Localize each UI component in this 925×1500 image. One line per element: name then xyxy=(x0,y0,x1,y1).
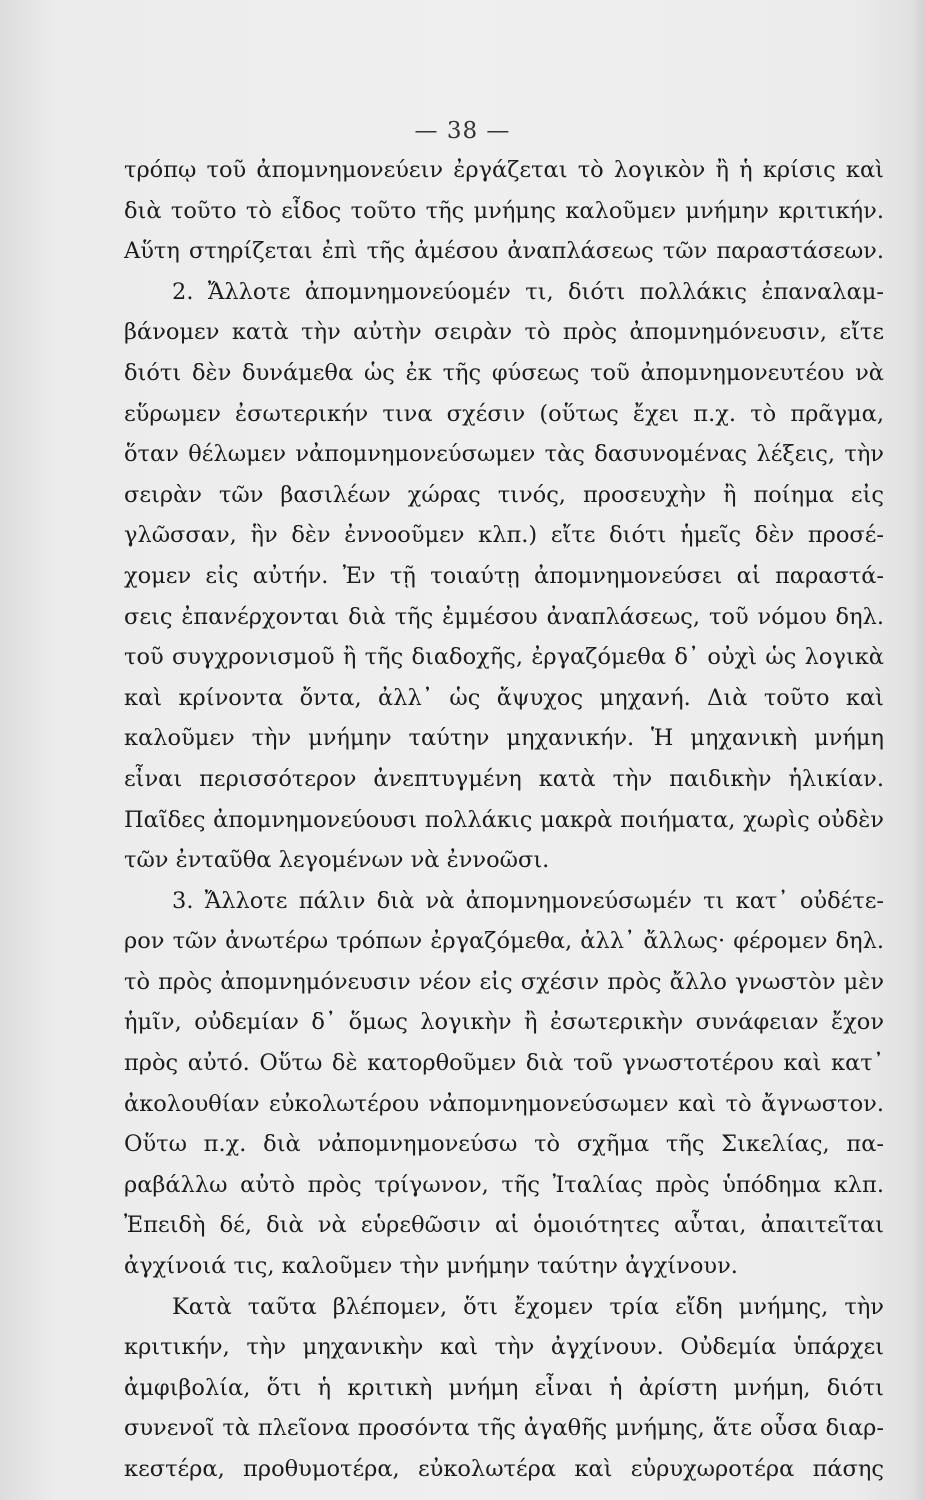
text-line: τρόπῳ τοῦ ἀπομνημονεύειν ἐργάζεται τὸ λογικὸν ἢ ἡ κρίσις καὶ xyxy=(124,157,884,183)
text-line: 3. Ἄλλοτε πάλιν διὰ νὰ ἀπομνημονεύσωμέν τι κατ᾽ οὐδέτε- xyxy=(172,887,884,914)
text-line: καὶ κρίνοντα ὄντα, ἀλλ᾽ ὡς ἄψυχος μηχανή. Διὰ τοῦτο καὶ xyxy=(124,684,884,711)
text-line: τῶν ἐνταῦθα λεγομένων νὰ ἐννοῶσι. xyxy=(124,847,550,874)
text-line: συνενοῖ τὰ πλεῖονα προσόντα τῆς ἀγαθῆς μνήμης, ἅτε οὖσα διαρ- xyxy=(124,1415,884,1442)
text-line: κεστέρα, προθυμοτέρα, εὐκολωτέρα καὶ εὐρυχωροτέρα πάσης xyxy=(124,1456,884,1482)
text-line: γλῶσσαν, ἣν δὲν ἐννοοῦμεν κλπ.) εἴτε διότι ἡμεῖς δὲν προσέ- xyxy=(124,522,884,549)
text-line: εἶναι περισσότερον ἀνεπτυγμένη κατὰ τὴν παιδικὴν ἡλικίαν. xyxy=(124,765,884,792)
text-line: σεις ἐπανέρχονται διὰ τῆς ἐμμέσου ἀναπλάσεως, τοῦ νόμου δηλ. xyxy=(124,603,884,630)
text-line: Αὕτη στηρίζεται ἐπὶ τῆς ἀμέσου ἀναπλάσεως τῶν παραστάσεων. xyxy=(124,238,884,265)
text-line: τοῦ συγχρονισμοῦ ἢ τῆς διαδοχῆς, ἐργαζόμεθα δ᾽ οὐχὶ ὡς λογικὰ xyxy=(124,644,884,671)
text-line: καλοῦμεν τὴν μνήμην ταύτην μηχανικήν. Ἡ μηχανικὴ μνήμη xyxy=(124,725,884,752)
text-line: Κατὰ ταῦτα βλέπομεν, ὅτι ἔχομεν τρία εἴδη μνήμης, τὴν xyxy=(172,1293,884,1320)
text-line: τὸ πρὸς ἀπομνημόνευσιν νέον εἰς σχέσιν πρὸς ἄλλο γνωστὸν μὲν xyxy=(124,968,884,995)
text-line: χομεν εἰς αὐτήν. Ἐν τῇ τοιαύτῃ ἀπομνημονεύσει αἱ παραστά- xyxy=(124,562,884,589)
text-line: 2. Ἄλλοτε ἀπομνημονεύομέν τι, διότι πολλάκις ἐπαναλαμ- xyxy=(172,278,884,305)
text-line: ἡμῖν, οὐδεμίαν δ᾽ ὅμως λογικὴν ἢ ἐσωτερικὴν συνάφειαν ἔχον xyxy=(124,1009,884,1036)
text-line: Παῖδες ἀπομνημονεύουσι πολλάκις μακρὰ ποιήματα, χωρὶς οὐδὲν xyxy=(124,806,884,833)
text-line: σειρὰν τῶν βασιλέων χώρας τινός, προσευχὴν ἢ ποίημα εἰς xyxy=(124,481,884,508)
text-line: ρον τῶν ἀνωτέρω τρόπων ἐργαζόμεθα, ἀλλ᾽ ἄλλως· φέρομεν δηλ. xyxy=(124,928,884,955)
page-edge-shadow xyxy=(911,0,925,1500)
text-line: βάνομεν κατὰ τὴν αὐτὴν σειρὰν τὸ πρὸς ἀπομνημόνευσιν, εἴτε xyxy=(124,319,884,346)
page-number: — 38 — xyxy=(414,118,511,144)
text-line: ὅταν θέλωμεν νἀπομνημονεύσωμεν τὰς δασυνομένας λέξεις, τὴν xyxy=(124,441,884,468)
body-text xyxy=(124,150,884,1490)
text-line: κριτικήν, τὴν μηχανικὴν καὶ τὴν ἀγχίνουν. Οὐδεμία ὑπάρχει xyxy=(124,1334,884,1361)
text-line: ἀμφιβολία, ὅτι ἡ κριτικὴ μνήμη εἶναι ἡ ἀρίστη μνήμη, διότι xyxy=(124,1374,884,1401)
text-line: ἀκολουθίαν εὐκολωτέρου νἀπομνημονεύσωμεν καὶ τὸ ἄγνωστον. xyxy=(124,1090,884,1117)
text-line: πρὸς αὐτό. Οὕτω δὲ κατορθοῦμεν διὰ τοῦ γνωστοτέρου καὶ κατ᾽ xyxy=(124,1050,884,1077)
text-line: ραβάλλω αὐτὸ πρὸς τρίγωνον, τῆς Ἰταλίας πρὸς ὑπόδημα κλπ. xyxy=(124,1171,884,1198)
text-line: εὕρωμεν ἐσωτερικήν τινα σχέσιν (οὕτως ἔχει π.χ. τὸ πρᾶγμα, xyxy=(124,400,884,427)
text-line: Οὕτω π.χ. διὰ νἀπομνημονεύσω τὸ σχῆμα τῆς Σικελίας, πα- xyxy=(124,1131,884,1158)
text-line: διότι δὲν δυνάμεθα ὡς ἐκ τῆς φύσεως τοῦ ἀπομνημονευτέου νὰ xyxy=(124,359,884,386)
text-line: Ἐπειδὴ δέ, διὰ νὰ εὑρεθῶσιν αἱ ὁμοιότητες αὗται, ἀπαιτεῖται xyxy=(124,1212,884,1239)
text-line: διὰ τοῦτο τὸ εἶδος τοῦτο τῆς μνήμης καλοῦμεν μνήμην κριτικήν. xyxy=(124,197,884,224)
text-line: ἀγχίνοιά τις, καλοῦμεν τὴν μνήμην ταύτην ἀγχίνουν. xyxy=(124,1253,738,1280)
